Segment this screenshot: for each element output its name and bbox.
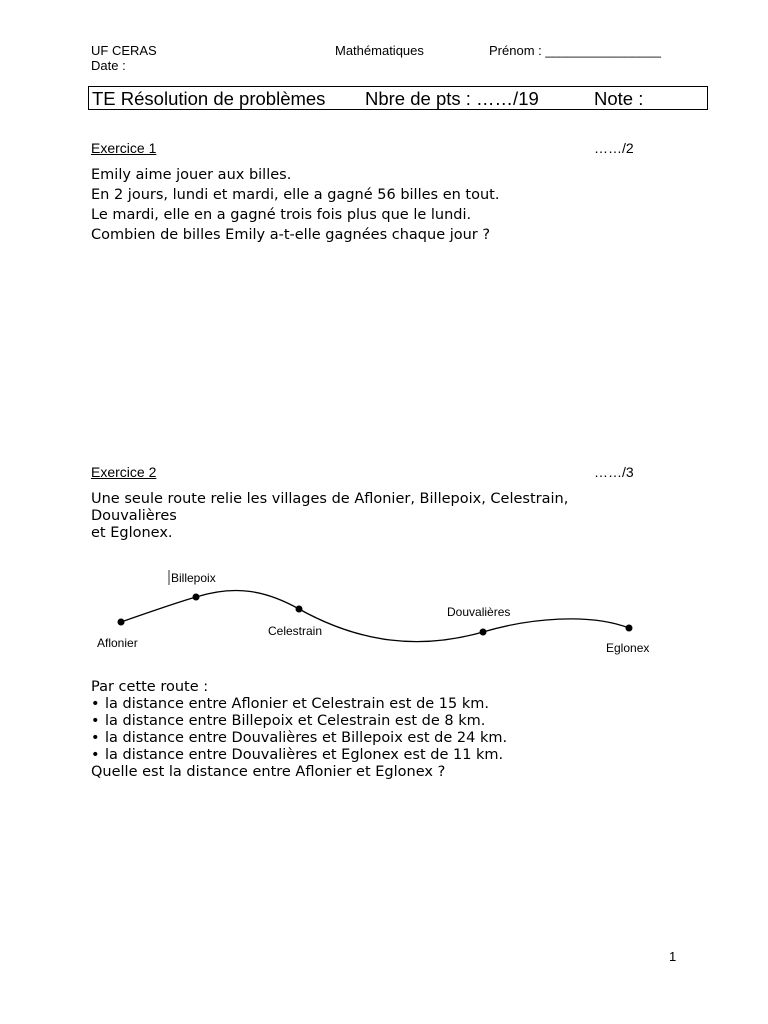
exercise1-line: Combien de billes Emily a-t-elle gagnées chaque jour ?	[91, 227, 491, 243]
exercise1-line: En 2 jours, lundi et mardi, elle a gagné 56 billes en tout.	[91, 187, 500, 203]
exercise1-points: ……/2	[594, 140, 634, 156]
village-dot-aflonier	[118, 619, 125, 626]
exercise1-line: Le mardi, elle en a gagné trois fois plus que le lundi.	[91, 207, 472, 223]
page-title: TE Résolution de problèmes	[92, 88, 326, 109]
distance-bullet: • la distance entre Aflonier et Celestrain est de 15 km.	[91, 696, 507, 713]
village-dot-celestrain	[296, 606, 303, 613]
village-dot-eglonex	[626, 625, 633, 632]
village-label-celestrain: Celestrain	[268, 624, 323, 638]
exercise2-intro-line: et Eglonex.	[91, 525, 173, 541]
exercise1-text	[91, 165, 499, 245]
exercise2-intro-line: Douvalières	[91, 508, 177, 524]
exercise2-points: ……/3	[594, 464, 634, 480]
distance-bullet: • la distance entre Douvalières et Eglonex est de 11 km.	[91, 747, 507, 764]
exercise1-title: Exercice 1	[91, 140, 157, 156]
exercise2-intro	[91, 491, 568, 542]
page-number: 1	[669, 949, 677, 964]
route-diagram	[0, 555, 768, 665]
distance-bullet: • la distance entre Billepoix et Celestrain est de 8 km.	[91, 713, 507, 730]
exercise2-title: Exercice 2	[91, 464, 157, 480]
exercise1-line: Emily aime jouer aux billes.	[91, 167, 292, 183]
note-label: Note :	[594, 88, 644, 109]
title-box	[88, 86, 708, 110]
village-label-billepoix: Billepoix	[171, 571, 216, 585]
date-field: Date :	[91, 58, 126, 73]
village-dot-billepoix	[193, 594, 200, 601]
subject-label: Mathématiques	[335, 43, 424, 58]
points-total: Nbre de pts : ……/19	[365, 88, 539, 109]
village-label-eglonex: Eglonex	[606, 641, 650, 655]
school-name: UF CERAS	[91, 43, 157, 58]
village-dot-douvalieres	[480, 629, 487, 636]
prenom-field: Prénom : ________________	[489, 43, 662, 58]
exercise2-route-info	[91, 679, 507, 781]
exercise2-intro-line: Une seule route relie les villages de Aflonier, Billepoix, Celestrain,	[91, 491, 569, 507]
village-label-aflonier: Aflonier	[97, 636, 138, 650]
village-label-douvalieres: Douvalières	[447, 605, 511, 619]
distance-bullet: • la distance entre Douvalières et Billepoix est de 24 km.	[91, 730, 507, 747]
route-intro: Par cette route :	[91, 679, 209, 695]
exercise2-question: Quelle est la distance entre Aflonier et Eglonex ?	[91, 764, 446, 780]
